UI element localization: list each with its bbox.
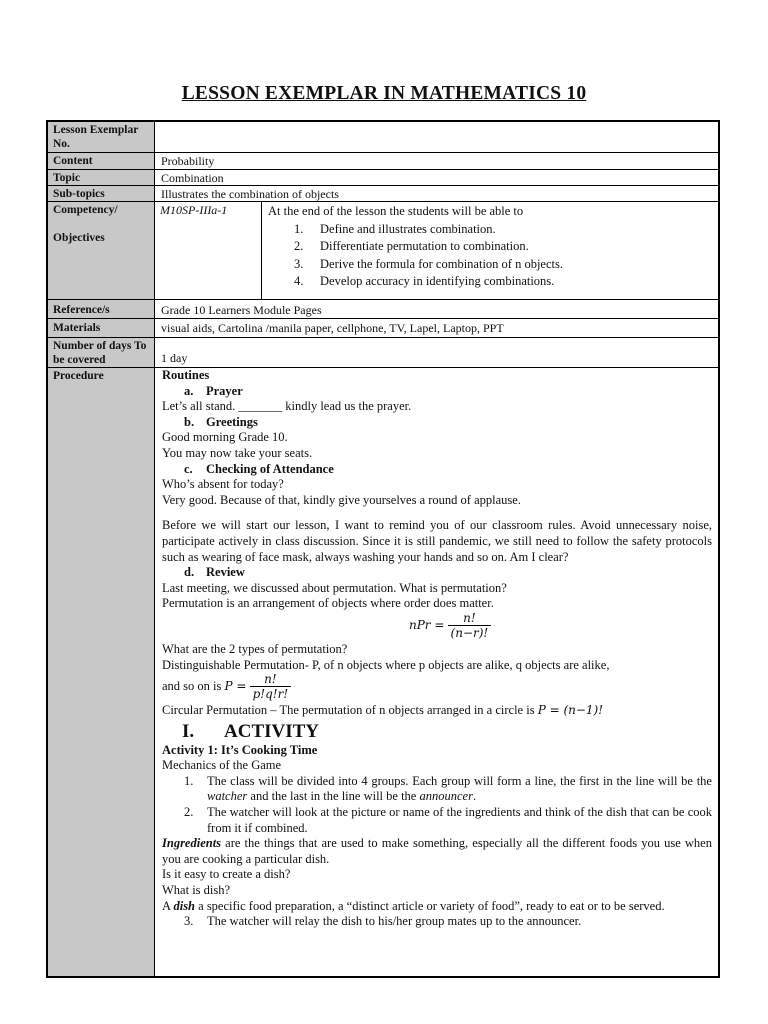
mechanics-list-continued: [162, 914, 712, 930]
objective-item: 2. Differentiate permutation to combination.: [294, 239, 529, 253]
review-line-1: Last meeting, we discussed about permutation. What is permutation?: [162, 580, 507, 595]
mechanics-item: 3. The watcher will relay the dish to his/her group mates up to the announcer.: [184, 914, 582, 929]
mechanics-heading: Mechanics of the Game: [162, 758, 282, 773]
objective-item: 4. Develop accuracy in identifying combinations.: [294, 274, 555, 288]
mechanics-item: 2. The watcher will look at the picture or name of the ingredients and think of the dish that can be cook from it if combined.: [184, 805, 712, 835]
row-competency: [48, 202, 718, 300]
value-content: Probability: [161, 154, 215, 168]
lesson-table: [46, 120, 720, 978]
prayer-text: Let’s all stand. _______ kindly lead us the prayer.: [162, 399, 412, 414]
objective-item: 1. Define and illustrates combination.: [294, 221, 496, 236]
mechanics-list: [162, 774, 712, 836]
formula-distinguishable: and so on is P = $\frac{n!}{p!q!r!}$: [162, 673, 712, 703]
value-lesson-no: [155, 122, 718, 152]
formula-npr-numerator: n!: [448, 612, 492, 626]
dish-definition: A dish a specific food preparation, a “distinct article or variety of food”, ready to eat or to be served.: [162, 898, 665, 913]
label-lesson-no: Lesson Exemplar No.: [48, 122, 155, 152]
label-subtopics: Sub-topics: [48, 186, 155, 201]
label-content: Content: [48, 153, 155, 169]
question-1: Is it easy to create a dish?: [162, 867, 291, 882]
value-subtopics: Illustrates the combination of objects: [161, 187, 339, 201]
attendance-line-1: Who’s absent for today?: [162, 477, 284, 492]
value-materials: visual aids, Cartolina /manila paper, cellphone, TV, Lapel, Laptop, PPT: [161, 321, 504, 335]
label-competency: [48, 202, 155, 299]
review-line-3: What are the 2 types of permutation?: [162, 641, 348, 656]
objectives-cell: [262, 202, 718, 299]
row-procedure: [48, 368, 718, 976]
label-topic: Topic: [48, 170, 155, 185]
objective-item: 3. Derive the formula for combination of n objects.: [294, 256, 563, 271]
row-references: [48, 300, 718, 319]
formula-p-numerator: n!: [250, 673, 292, 687]
formula-circular: P = (n−1)!: [537, 703, 604, 718]
formula-npr: nPr = $\frac{n!}{(n-r)!}$: [162, 612, 712, 642]
greeting-line-1: Good morning Grade 10.: [162, 430, 288, 445]
attendance-line-2: Very good. Because of that, kindly give yourselves a round of applause.: [162, 492, 521, 507]
formula-npr-denominator: (n−r)!: [450, 625, 489, 640]
review-heading: d. Review: [184, 565, 245, 580]
objectives-intro: At the end of the lesson the students will be able to: [268, 204, 524, 218]
row-materials: [48, 319, 718, 338]
row-lesson-no: [48, 122, 718, 153]
competency-code: M10SP-IIIa-1: [155, 202, 262, 299]
label-materials: Materials: [48, 319, 155, 337]
row-days: [48, 338, 718, 368]
row-content: [48, 153, 718, 170]
value-topic: Combination: [161, 171, 224, 185]
greeting-line-2: You may now take your seats.: [162, 445, 313, 460]
row-subtopics: [48, 186, 718, 202]
label-competency-line2: Objectives: [53, 232, 105, 244]
activity-heading: I. ACTIVITY: [182, 720, 320, 742]
mechanics-item: 1. The class will be divided into 4 groups. Each group will form a line, the first in the line will be the watcher and the last in the line will be the announcer.: [184, 773, 712, 804]
page-title: LESSON EXEMPLAR IN MATHEMATICS 10: [181, 83, 587, 104]
attendance-heading: c. Checking of Attendance: [184, 461, 334, 476]
prayer-heading: a. Prayer: [184, 383, 243, 398]
review-line-2: Permutation is an arrangement of objects where order does matter.: [162, 596, 494, 611]
row-topic: [48, 170, 718, 186]
classroom-rules: Before we will start our lesson, I want to remind you of our classroom rules. Avoid unnecessary noise, participate actively in class discussion. Since it is still pandemic, we still need to follow the safety protocols such as wearing of face mask, always washing your hands and so on. Am I clear?: [162, 518, 712, 564]
procedure-content: [155, 368, 718, 976]
label-references: Reference/s: [48, 300, 155, 318]
label-days: Number of days To be covered: [48, 338, 155, 367]
formula-p-denominator: p!q!r!: [252, 687, 289, 702]
value-days: 1 day: [161, 351, 188, 365]
objectives-list: [268, 221, 712, 291]
review-line-4: Distinguishable Permutation- P, of n objects where p objects are alike, q objects are alike,: [162, 657, 610, 672]
value-references: Grade 10 Learners Module Pages: [161, 303, 322, 317]
activity-1-title: Activity 1: It’s Cooking Time: [162, 742, 318, 757]
question-2: What is dish?: [162, 883, 231, 898]
routines-heading: Routines: [162, 368, 210, 382]
ingredients-definition: Ingredients are the things that are used to make something, especially all the different foods you use when you are cooking a particular dish.: [162, 836, 712, 866]
label-competency-line1: Competency/: [53, 204, 118, 216]
review-line-6: Circular Permutation – The permutation of n objects arranged in a circle is P = (n−1)!: [162, 703, 604, 718]
greetings-heading: b. Greetings: [184, 414, 258, 429]
label-procedure: Procedure: [48, 368, 155, 976]
